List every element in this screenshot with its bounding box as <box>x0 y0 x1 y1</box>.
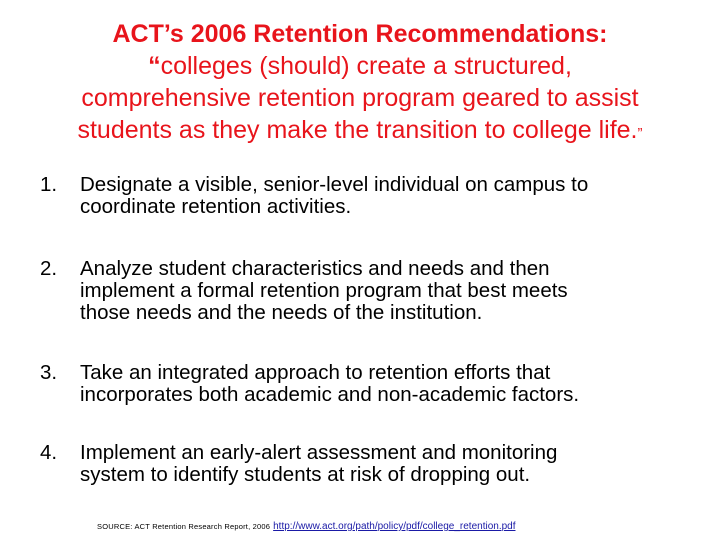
item-line: coordinate retention activities. <box>80 195 352 218</box>
source-link[interactable]: http://www.act.org/path/policy/pdf/college_retention.pdf <box>273 521 516 532</box>
title-quote-line-3 <box>10 114 710 150</box>
title-heading: ACT’s 2006 Retention Recommendations: <box>112 20 608 48</box>
source-label: SOURCE: ACT Retention Research Report, 2006 <box>97 522 271 531</box>
quote-text-1: colleges (should) create a structured, <box>160 52 572 80</box>
item-text <box>80 362 579 406</box>
quote-text-3: students as they make the transition to college life. <box>77 116 638 144</box>
close-quote: ” <box>637 125 643 142</box>
item-text <box>80 174 588 218</box>
open-quote: “ <box>148 52 161 80</box>
slide-title <box>10 18 710 150</box>
item-number: 1. <box>40 173 58 196</box>
item-line: Designate a visible, senior-level individual on campus to <box>80 173 589 196</box>
source-citation <box>97 516 516 534</box>
item-line: Analyze student characteristics and needs and then <box>80 257 550 280</box>
item-number: 4. <box>40 441 58 464</box>
item-line: incorporates both academic and non-academic factors. <box>80 383 580 406</box>
item-number: 2. <box>40 257 58 280</box>
title-quote-line-1 <box>10 50 710 82</box>
item-line: system to identify students at risk of dropping out. <box>80 463 531 486</box>
item-line: those needs and the needs of the institution. <box>80 301 483 324</box>
title-quote-line-2: comprehensive retention program geared to assist <box>81 84 639 112</box>
item-line: Implement an early-alert assessment and monitoring <box>80 441 558 464</box>
item-line: Take an integrated approach to retention efforts that <box>80 361 551 384</box>
item-text <box>80 442 557 486</box>
item-number: 3. <box>40 361 58 384</box>
item-line: implement a formal retention program that best meets <box>80 279 568 302</box>
item-text <box>80 258 568 324</box>
